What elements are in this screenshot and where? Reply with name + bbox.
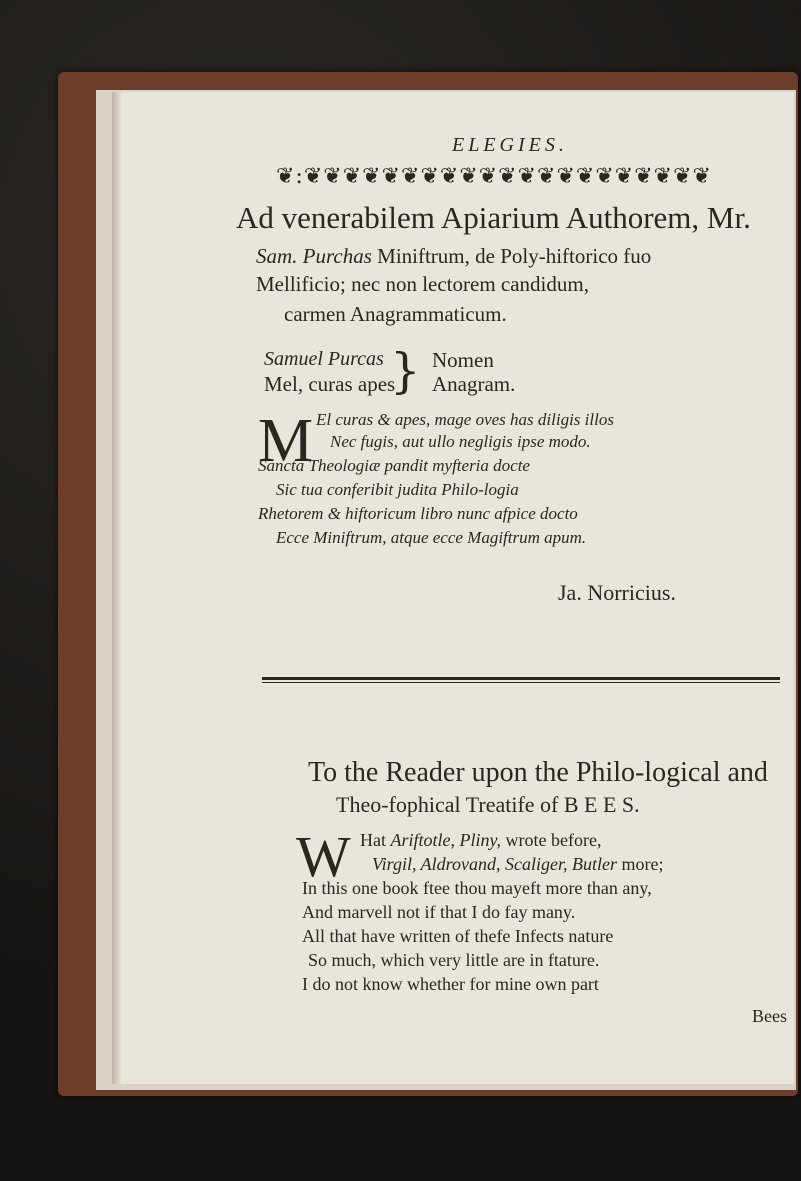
ornament-band: ❦:❦❦❦❦❦❦❦❦❦❦❦❦❦❦❦❦❦❦❦❦❦	[276, 164, 712, 189]
poem-line-2-names: Virgil, Aldrovand, Scaliger, Butler	[372, 854, 617, 874]
anagram-label-anagram: Anagram.	[432, 372, 516, 396]
section-rule	[262, 677, 780, 683]
verse-line-4: Sic tua conferibit judita Philo-logia	[276, 480, 519, 499]
poem-line-5: All that have written of thefe Infects nature	[302, 926, 614, 946]
poem-line-1	[360, 830, 601, 851]
reader-heading-1: To the Reader upon the Philo-logical and	[308, 757, 768, 788]
dedication-line-3: Mellificio; nec non lectorem candidum,	[256, 272, 589, 296]
poem-line-1-b: wrote before,	[501, 830, 602, 850]
anagram-label-nomen: Nomen	[432, 348, 494, 372]
drop-cap-m: M	[258, 407, 314, 475]
dedication-line-2	[256, 244, 651, 269]
poem-line-1-names: Ariftotle, Pliny,	[390, 830, 501, 850]
dedication-line-1: Ad venerabilem Apiarium Authorem, Mr.	[236, 200, 751, 235]
poem-line-3: In this one book ftee thou mayeft more than any,	[302, 878, 652, 898]
rule-thin	[262, 682, 780, 683]
page-gutter-shadow	[112, 92, 122, 1084]
verse-line-5: Rhetorem & hiftoricum libro nunc afpice docto	[258, 504, 578, 523]
verse-line-3: Sancta Theologiæ pandit myfteria docte	[258, 456, 530, 475]
poem-line-7: I do not know whether for mine own part	[302, 974, 599, 994]
book-page	[112, 92, 794, 1084]
verse-line-1: El curas & apes, mage oves has diligis illos	[316, 410, 614, 429]
verse-line-6: Ecce Miniftrum, atque ecce Magiftrum apum.	[276, 528, 587, 547]
anagram-text: Mel, curas apes	[264, 372, 396, 396]
poem-line-4: And marvell not if that I do fay many.	[302, 902, 576, 922]
verse-line-2: Nec fugis, aut ullo negligis ipse modo.	[330, 432, 591, 451]
poem-line-2	[372, 854, 663, 875]
rule-thick	[262, 677, 780, 680]
dedication-name: Sam. Purchas	[256, 244, 372, 268]
drop-cap-w: W	[296, 824, 351, 889]
poem-line-2-b: more;	[616, 854, 664, 874]
signature: Ja. Norricius.	[558, 580, 676, 605]
reader-heading-2: Theo-fophical Treatife of B E E S.	[336, 792, 640, 817]
dedication-line-4: carmen Anagrammaticum.	[284, 302, 507, 326]
anagram-name: Samuel Purcas	[264, 348, 384, 370]
poem-line-1-a: Hat	[360, 830, 391, 850]
brace: }	[390, 343, 421, 399]
running-head: ELEGIES.	[452, 134, 568, 156]
dedication-line-2-rest: Miniftrum, de Poly-hiftorico fuo	[371, 244, 652, 268]
catchword: Bees	[752, 1006, 787, 1026]
poem-line-6: So much, which very little are in ftature.	[308, 950, 600, 970]
